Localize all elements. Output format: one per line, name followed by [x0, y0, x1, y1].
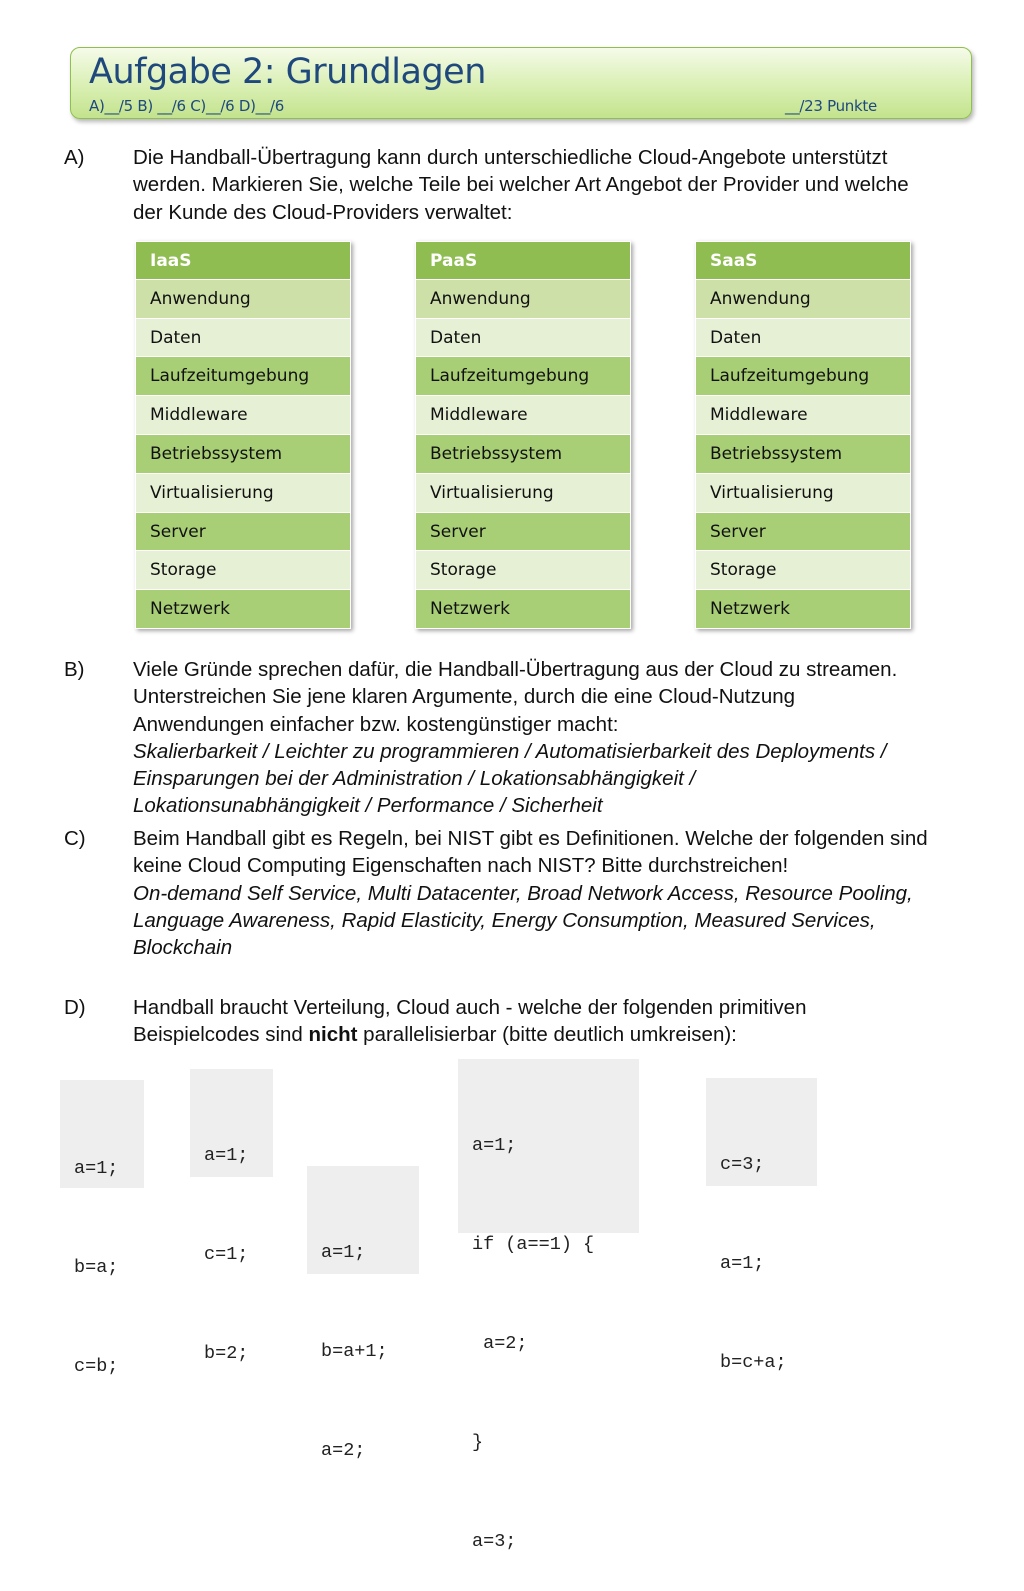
score-breakdown: A)__/5 B) __/6 C)__/6 D)__/6 — [89, 97, 285, 115]
question-d-emphasis: nicht — [308, 1023, 358, 1047]
stack-cell[interactable]: Storage — [695, 551, 911, 590]
question-d-label: D) — [64, 996, 86, 1019]
stack-cell[interactable]: Anwendung — [135, 280, 351, 319]
stack-cell[interactable]: Laufzeitumgebung — [415, 357, 631, 396]
stack-cell[interactable]: Storage — [415, 551, 631, 590]
stack-paas — [415, 241, 631, 629]
code-line: c=b; — [74, 1356, 119, 1377]
stack-cell[interactable]: Middleware — [695, 396, 911, 435]
question-d-text-before: Handball braucht Verteilung, Cloud auch - welche der folgenden primitiven Beispielcodes sind — [133, 996, 807, 1047]
question-d-text-after: parallelisierbar (bitte deutlich umkreisen): — [357, 1023, 737, 1047]
stack-cell[interactable]: Anwendung — [695, 280, 911, 319]
code-block-3[interactable] — [307, 1166, 419, 1461]
stack-cell[interactable]: Laufzeitumgebung — [695, 357, 911, 396]
stack-cell[interactable]: Netzwerk — [415, 590, 631, 629]
code-line: a=1; — [321, 1242, 366, 1263]
code-line: a=2; — [472, 1333, 528, 1354]
stack-cell[interactable]: Middleware — [415, 396, 631, 435]
stack-cell[interactable]: Betriebssystem — [415, 435, 631, 474]
stack-header: IaaS — [135, 241, 351, 280]
code-block-5[interactable] — [706, 1078, 817, 1373]
code-line: if (a==1) { — [472, 1234, 595, 1255]
question-b-label: B) — [64, 658, 85, 681]
question-c-text: Beim Handball gibt es Regeln, bei NIST gibt es Definitionen. Welche der folgenden sind keine Cloud Computing Eigenschaften nach NIST? Bitte durchstreichen! — [133, 827, 928, 878]
code-line: a=1; — [472, 1135, 517, 1156]
stack-cell[interactable]: Betriebssystem — [135, 435, 351, 474]
question-a-label: A) — [64, 146, 85, 169]
total-points: __/23 Punkte — [785, 97, 877, 115]
code-line: a=1; — [204, 1145, 249, 1166]
question-c-options: On-demand Self Service, Multi Datacenter, Broad Network Access, Resource Pooling, Language Awareness, Rapid Elasticity, Energy Consumption, Measured Services, Blockchain — [133, 881, 913, 960]
code-block-4[interactable] — [458, 1059, 639, 1552]
question-b-text: Viele Gründe sprechen dafür, die Handball-Übertragung aus der Cloud zu streamen. Unterstreichen Sie jene klaren Argumente, durch die eine Cloud-Nutzung Anwendungen einfacher bzw. kostengünstiger macht: — [133, 658, 898, 736]
stack-header: SaaS — [695, 241, 911, 280]
code-line: c=1; — [204, 1244, 249, 1265]
stack-cell[interactable]: Server — [415, 513, 631, 552]
stack-cell[interactable]: Betriebssystem — [695, 435, 911, 474]
code-line: } — [472, 1432, 484, 1453]
stack-cell[interactable]: Netzwerk — [695, 590, 911, 629]
stack-cell[interactable]: Anwendung — [415, 280, 631, 319]
stack-saas — [695, 241, 911, 629]
stack-cell[interactable]: Virtualisierung — [135, 474, 351, 513]
code-line: b=2; — [204, 1343, 249, 1364]
stack-iaas — [135, 241, 351, 629]
section-header — [70, 47, 972, 119]
code-line: b=c+a; — [720, 1352, 787, 1373]
stack-cell[interactable]: Virtualisierung — [695, 474, 911, 513]
code-block-1[interactable] — [60, 1080, 144, 1377]
question-a-text: Die Handball-Übertragung kann durch unterschiedliche Cloud-Angebote unterstützt werden. Markieren Sie, welche Teile bei welcher Art Angebot der Provider und welche der Kunde des Cloud-Providers verwaltet: — [133, 146, 909, 224]
question-b — [133, 656, 918, 820]
code-line: a=3; — [472, 1531, 517, 1552]
stack-cell[interactable]: Daten — [695, 319, 911, 358]
code-line: a=1; — [74, 1158, 119, 1179]
stack-cell[interactable]: Middleware — [135, 396, 351, 435]
page-title: Aufgabe 2: Grundlagen — [89, 52, 486, 92]
stack-cell[interactable]: Daten — [135, 319, 351, 358]
question-c — [133, 825, 951, 961]
stack-cell[interactable]: Laufzeitumgebung — [135, 357, 351, 396]
question-c-label: C) — [64, 827, 86, 850]
code-line: b=a+1; — [321, 1341, 388, 1362]
code-block-2[interactable] — [190, 1069, 273, 1364]
stack-header: PaaS — [415, 241, 631, 280]
stack-cell[interactable]: Daten — [415, 319, 631, 358]
stack-cell[interactable]: Netzwerk — [135, 590, 351, 629]
stack-cell[interactable]: Server — [135, 513, 351, 552]
code-line: c=3; — [720, 1154, 765, 1175]
code-line: b=a; — [74, 1257, 119, 1278]
question-b-options: Skalierbarkeit / Leichter zu programmieren / Automatisierbarkeit des Deployments / Einsparungen bei der Administration / Lokationsabhängigkeit / Lokationsunabhängigkeit / Performance / Sicherheit — [133, 739, 887, 818]
question-d — [133, 994, 923, 1049]
code-line: a=1; — [720, 1253, 765, 1274]
stack-cell[interactable]: Server — [695, 513, 911, 552]
stack-cell[interactable]: Storage — [135, 551, 351, 590]
stack-cell[interactable]: Virtualisierung — [415, 474, 631, 513]
code-line: a=2; — [321, 1440, 366, 1461]
